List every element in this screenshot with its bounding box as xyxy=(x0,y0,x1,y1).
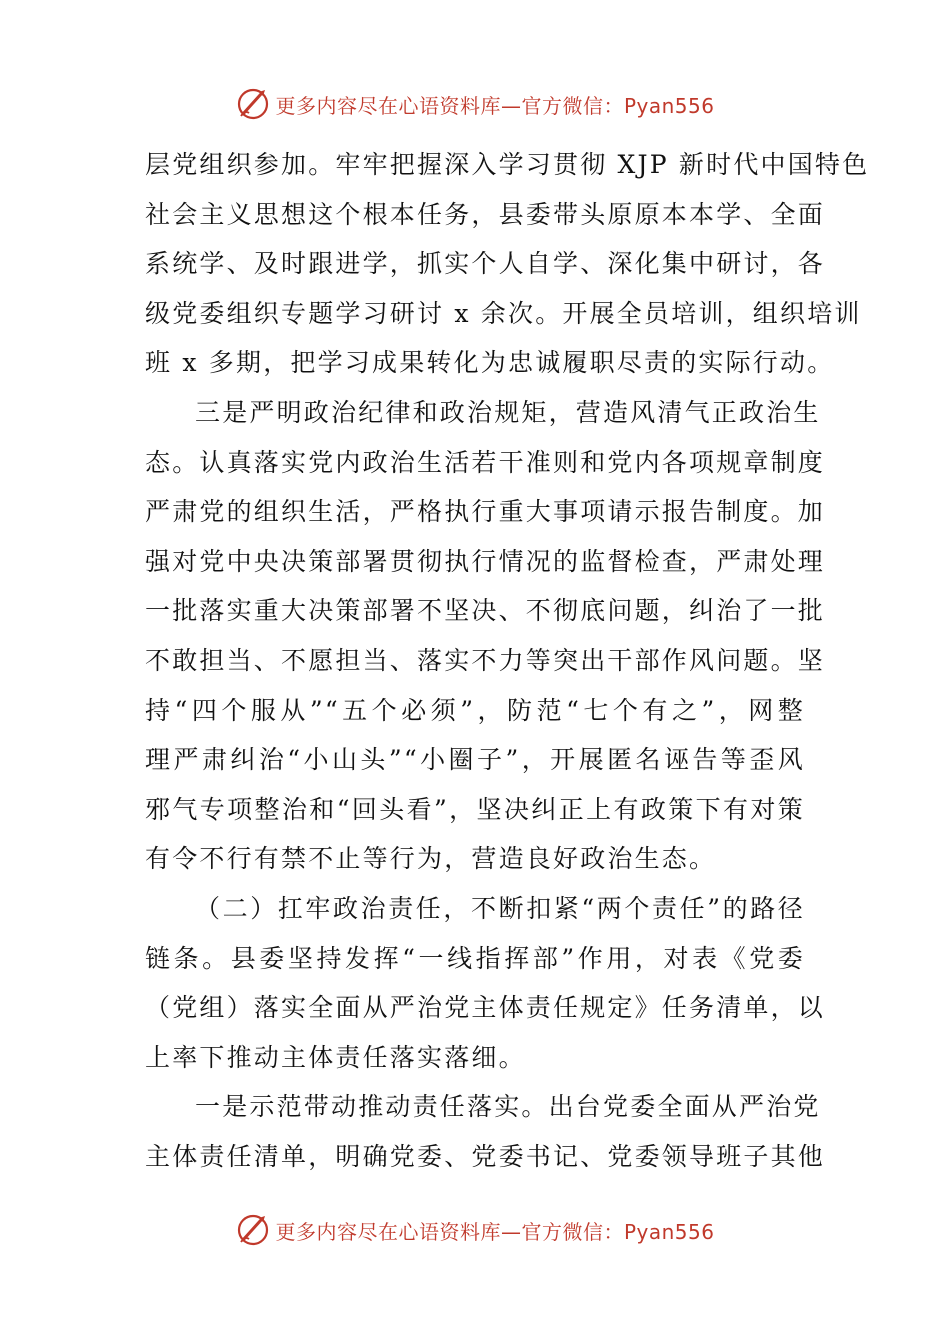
text-line: 上率下推动主体责任落实落细。 xyxy=(145,1042,526,1072)
footer-watermark xyxy=(0,1208,950,1252)
text-line: 链条。县委坚持发挥“一线指挥部”作用，对表《党委 xyxy=(145,943,805,973)
watermark-text: 更多内容尽在心语资料库—官方微信：Pyan556 xyxy=(275,93,715,118)
text-line: 邪气专项整治和“回头看”，坚决纠正上有政策下有对策 xyxy=(145,794,805,824)
text-line: 级党委组织专题学习研讨 x 余次。开展全员培训，组织培训 xyxy=(145,298,862,328)
pen-logo-icon xyxy=(235,1212,271,1248)
text-line: 社会主义思想这个根本任务，县委带头原原本本学、全面 xyxy=(145,199,826,229)
text-line: 班 x 多期，把学习成果转化为忠诚履职尽责的实际行动。 xyxy=(145,348,835,378)
header-watermark xyxy=(0,82,950,126)
text-line: 系统学、及时跟进学，抓实个人自学、深化集中研讨，各 xyxy=(145,249,826,279)
text-line: 有令不行有禁不止等行为，营造良好政治生态。 xyxy=(145,844,717,874)
text-line: 持“四个服从”“五个必须”，防范“七个有之”，网整 xyxy=(145,695,805,725)
text-line: 强对党中央决策部署贯彻执行情况的监督检查，严肃处理 xyxy=(145,546,826,576)
paragraph-start-line: 三是严明政治纪律和政治规矩，营造风清气正政治生 xyxy=(195,397,821,427)
text-line: （党组）落实全面从严治党主体责任规定》任务清单，以 xyxy=(145,993,826,1023)
document-body xyxy=(145,140,870,1181)
text-line: 层党组织参加。牢牢把握深入学习贯彻 XJP 新时代中国特色 xyxy=(145,150,870,179)
paragraph-start-line: 一是示范带动推动责任落实。出台党委全面从严治党 xyxy=(195,1092,821,1122)
section-heading-line: （二）扛牢政治责任，不断扣紧“两个责任”的路径 xyxy=(195,893,805,923)
text-line: 不敢担当、不愿担当、落实不力等突出干部作风问题。坚 xyxy=(145,645,826,675)
pen-logo-icon xyxy=(235,86,271,122)
text-line: 主体责任清单，明确党委、党委书记、党委领导班子其他 xyxy=(145,1141,826,1171)
text-line: 理严肃纠治“小山头”“小圈子”，开展匿名诬告等歪风 xyxy=(145,745,805,775)
text-line: 态。认真落实党内政治生活若干准则和党内各项规章制度 xyxy=(145,447,826,477)
text-line: 严肃党的组织生活，严格执行重大事项请示报告制度。加 xyxy=(145,497,826,527)
text-line: 一批落实重大决策部署不坚决、不彻底问题，纠治了一批 xyxy=(145,596,826,626)
watermark-text: 更多内容尽在心语资料库—官方微信：Pyan556 xyxy=(275,1219,715,1244)
